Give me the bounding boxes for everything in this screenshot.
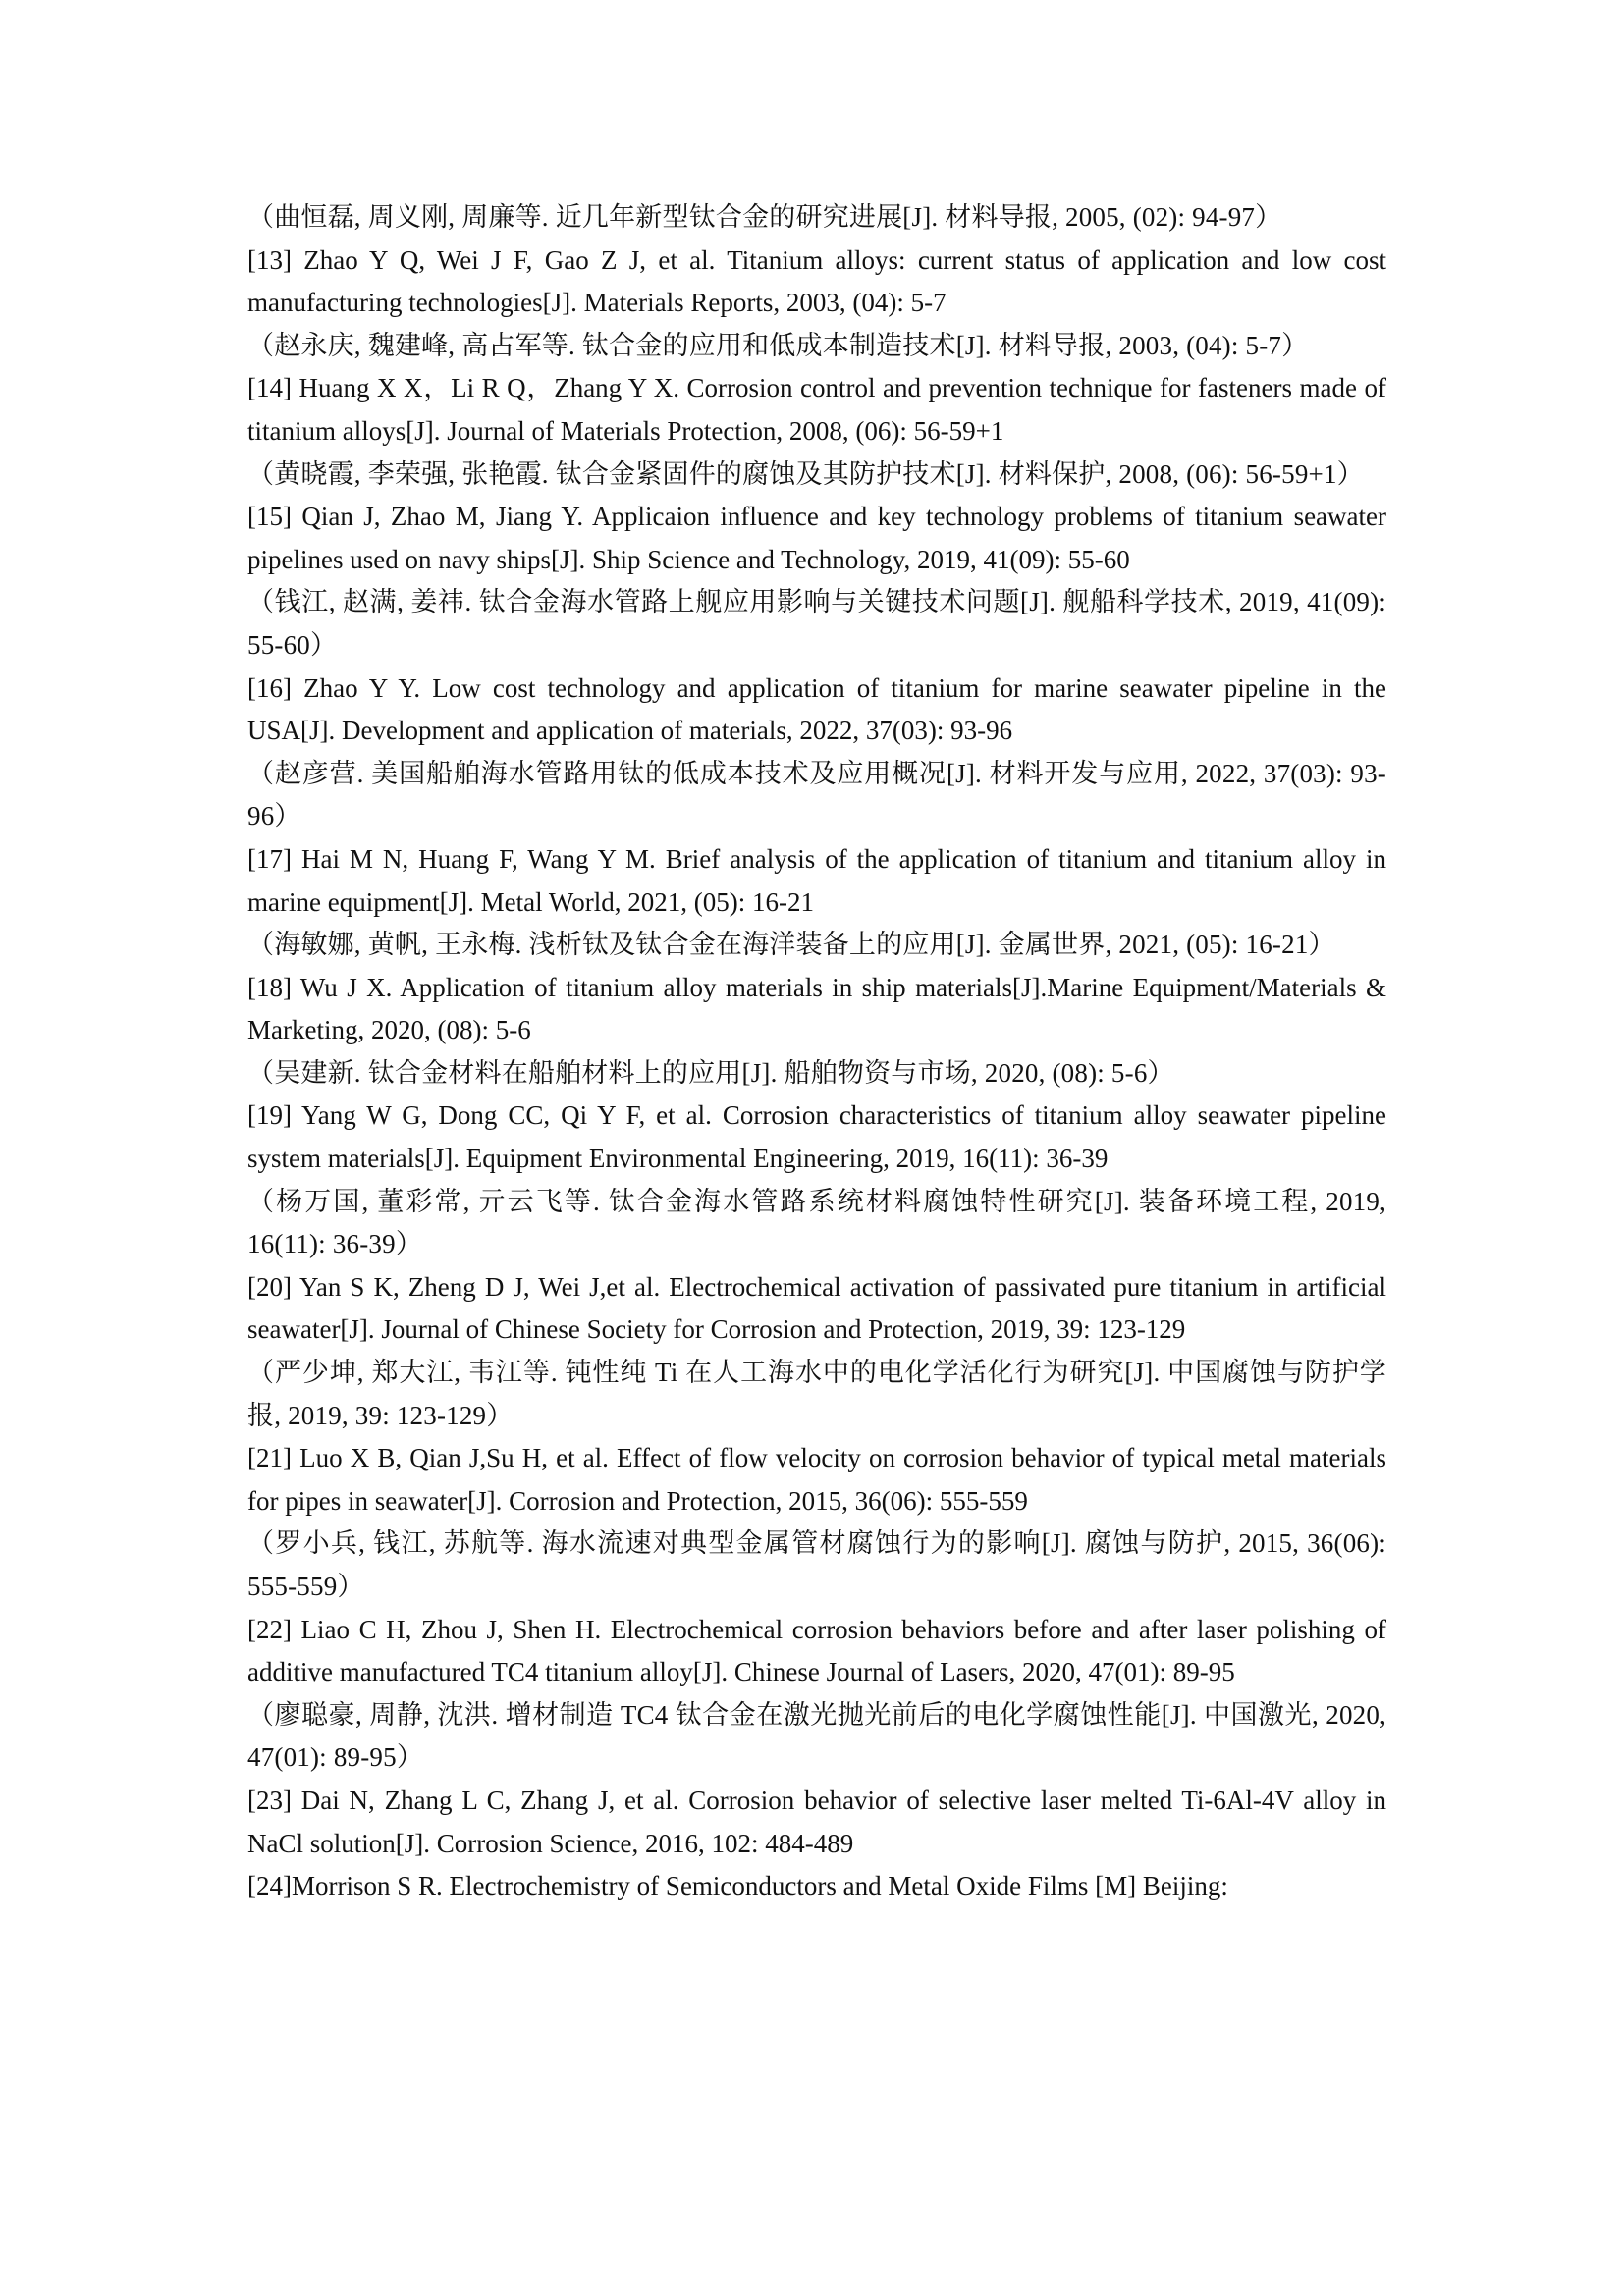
reference-entry: [14] Huang X X，Li R Q，Zhang Y X. Corrosion control and prevention technique for fasteners made of titanium alloys[J]. Journal of Materials Protection, 2008, (06): 56-59+1 — [247, 373, 1386, 446]
reference-entry: [21] Luo X B, Qian J,Su H, et al. Effect of flow velocity on corrosion behavior of typical metal materials for pipes in seawater[J]. Corrosion and Protection, 2015, 36(06): 555-559 — [247, 1443, 1386, 1516]
reference-entry: （曲恒磊, 周义刚, 周廉等. 近几年新型钛合金的研究进展[J]. 材料导报, 2005, (02): 94-97） — [247, 202, 1282, 232]
reference-entry: （赵永庆, 魏建峰, 高占军等. 钛合金的应用和低成本制造技术[J]. 材料导报, 2003, (04): 5-7） — [247, 330, 1309, 360]
reference-entry: [13] Zhao Y Q, Wei J F, Gao Z J, et al. Titanium alloys: current status of application and low cost manufacturing technologies[J]. Materials Reports, 2003, (04): 5-7 — [247, 244, 1386, 318]
reference-entry: [20] Yan S K, Zheng D J, Wei J,et al. Electrochemical activation of passivated pure titanium in artificial seawater[J]. Journal of Chinese Society for Corrosion and Protection, 2019, 39: 123-129 — [247, 1271, 1386, 1345]
reference-entry: [24]Morrison S R. Electrochemistry of Semiconductors and Metal Oxide Films [M] Beijing: — [247, 1871, 1228, 1901]
reference-entry: （廖聪豪, 周静, 沈洪. 增材制造 TC4 钛合金在激光抛光前后的电化学腐蚀性能[J]. 中国激光, 2020, 47(01): 89-95） — [247, 1699, 1386, 1773]
reference-entry: （严少坤, 郑大江, 韦江等. 钝性纯 Ti 在人工海水中的电化学活化行为研究[J]. 中国腐蚀与防护学报, 2019, 39: 123-129） — [247, 1358, 1386, 1430]
reference-entry: [16] Zhao Y Y. Low cost technology and application of titanium for marine seawater pipeline in the USA[J]. Development and application of materials, 2022, 37(03): 93-96 — [247, 672, 1386, 746]
reference-entry: [19] Yang W G, Dong CC, Qi Y F, et al. Corrosion characteristics of titanium alloy seawater pipeline system materials[J]. Equipment Environmental Engineering, 2019, 16(11): 36-39 — [247, 1100, 1386, 1174]
reference-entry: （吴建新. 钛合金材料在船舶材料上的应用[J]. 船舶物资与市场, 2020, (08): 5-6） — [247, 1057, 1174, 1088]
reference-list — [247, 196, 1386, 1908]
reference-entry: （钱江, 赵满, 姜祎. 钛合金海水管路上舰应用影响与关键技术问题[J]. 舰船科学技术, 2019, 41(09): 55-60） — [247, 587, 1386, 660]
reference-entry: （黄晓霞, 李荣强, 张艳霞. 钛合金紧固件的腐蚀及其防护技术[J]. 材料保护, 2008, (06): 56-59+1） — [247, 458, 1364, 489]
reference-entry: [18] Wu J X. Application of titanium alloy materials in ship materials[J].Marine Equipment/Materials & Marketing, 2020, (08): 5-6 — [247, 972, 1386, 1045]
reference-entry: （杨万国, 董彩常, 亓云飞等. 钛合金海水管路系统材料腐蚀特性研究[J]. 装备环境工程, 2019, 16(11): 36-39） — [247, 1186, 1386, 1259]
reference-entry: [23] Dai N, Zhang L C, Zhang J, et al. Corrosion behavior of selective laser melted Ti-6Al-4V alloy in NaCl solution[J]. Corrosion Science, 2016, 102: 484-489 — [247, 1785, 1386, 1858]
reference-entry: （赵彦营. 美国船舶海水管路用钛的低成本技术及应用概况[J]. 材料开发与应用, 2022, 37(03): 93-96） — [247, 758, 1386, 831]
reference-entry: [15] Qian J, Zhao M, Jiang Y. Applicaion influence and key technology problems of titanium seawater pipelines used on navy ships[J]. Ship Science and Technology, 2019, 41(09): 55-60 — [247, 502, 1386, 574]
reference-entry: [22] Liao C H, Zhou J, Shen H. Electrochemical corrosion behaviors before and after laser polishing of additive manufactured TC4 titanium alloy[J]. Chinese Journal of Lasers, 2020, 47(01): 89-95 — [247, 1614, 1386, 1687]
reference-entry: （海敏娜, 黄帆, 王永梅. 浅析钛及钛合金在海洋装备上的应用[J]. 金属世界, 2021, (05): 16-21） — [247, 930, 1335, 960]
reference-entry: [17] Hai M N, Huang F, Wang Y M. Brief analysis of the application of titanium and titanium alloy in marine equipment[J]. Metal World, 2021, (05): 16-21 — [247, 843, 1386, 917]
reference-entry: （罗小兵, 钱江, 苏航等. 海水流速对典型金属管材腐蚀行为的影响[J]. 腐蚀与防护, 2015, 36(06): 555-559） — [247, 1528, 1386, 1601]
